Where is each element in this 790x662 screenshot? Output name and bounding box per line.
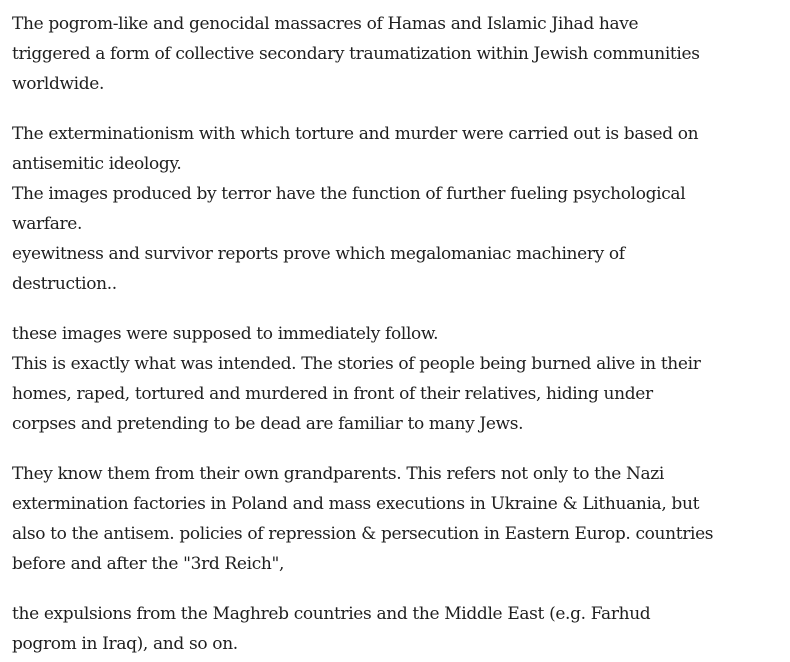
text-line: triggered a form of collective secondary traumatization within Jewish communities [12, 44, 700, 64]
text-line: these images were supposed to immediately follow. [12, 324, 439, 344]
paragraph [12, 119, 732, 299]
text-line: extermination factories in Poland and mass executions in Ukraine & Lithuania, but [12, 494, 700, 514]
text-line: The images produced by terror have the function of further fueling psychological [12, 184, 686, 204]
paragraph [12, 319, 732, 439]
text-line: The exterminationism with which torture and murder were carried out is based on [12, 124, 699, 144]
text-line: This is exactly what was intended. The stories of people being burned alive in their [12, 354, 701, 374]
text-line: antisemitic ideology. [12, 154, 182, 174]
text-line: homes, raped, tortured and murdered in front of their relatives, hiding under [12, 384, 653, 404]
text-line: pogrom in Iraq), and so on. [12, 634, 238, 654]
text-line: eyewitness and survivor reports prove which megalomaniac machinery of [12, 244, 625, 264]
paragraph [12, 9, 732, 99]
text-line: destruction.. [12, 274, 117, 294]
text-line: corpses and pretending to be dead are familiar to many Jews. [12, 414, 524, 434]
text-line: They know them from their own grandparents. This refers not only to the Nazi [12, 464, 664, 484]
text-line: warfare. [12, 214, 83, 234]
text-line: also to the antisem. policies of repression & persecution in Eastern Europ. countries [12, 524, 714, 544]
text-line: the expulsions from the Maghreb countries and the Middle East (e.g. Farhud [12, 604, 651, 624]
paragraph [12, 459, 732, 579]
paragraph [12, 599, 732, 659]
text-line: worldwide. [12, 74, 105, 94]
text-line: before and after the "3rd Reich", [12, 554, 285, 574]
text-line: The pogrom-like and genocidal massacres of Hamas and Islamic Jihad have [12, 14, 639, 34]
article-body [12, 9, 732, 659]
